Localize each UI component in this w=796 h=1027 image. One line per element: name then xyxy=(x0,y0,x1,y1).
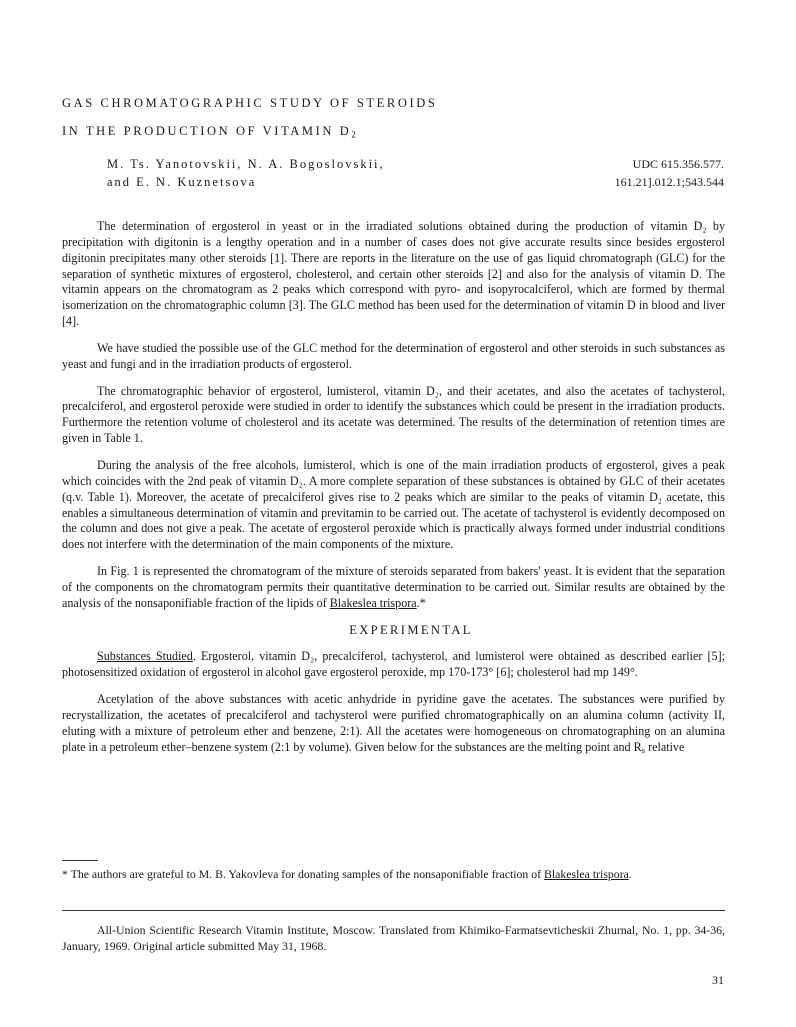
title-subscript: 2 xyxy=(351,129,359,140)
paragraph-figure-1 xyxy=(62,564,725,612)
footnote-marker: .* xyxy=(416,595,426,610)
p6-text: . Ergosterol, vitamin D₂, precalciferol, tachysterol, and lumisterol were obtained as described earlier [5]; photosensitized oxidation of ergosterol in alcohol gave ergosterol peroxide, mp 170-173° [6]; cholesterol had mp 149°. xyxy=(62,649,725,680)
footnote-species: Blakeslea trispora xyxy=(544,867,629,881)
footnote-end: . xyxy=(628,867,632,881)
section-heading-experimental: EXPERIMENTAL xyxy=(349,622,473,637)
p7-end: relative xyxy=(645,739,685,754)
udc-line1: UDC 615.356.577. xyxy=(632,157,724,171)
article-body xyxy=(62,219,725,766)
article-title-line1: GAS CHROMATOGRAPHIC STUDY OF STEROIDS xyxy=(62,96,438,110)
rs-subscript: s xyxy=(641,744,646,755)
p5-text: In Fig. 1 is represented the chromatogram of the mixture of steroids separated from bakers' yeast. It is evident that the separation of the components on the chromatogram permits their quantitative determination to be carried out. Similar results are obtained by the analysis of the nonsaponifiable fraction of the lipids of xyxy=(62,564,725,610)
species-name: Blakeslea trispora xyxy=(329,595,417,610)
paragraph-free-alcohols: During the analysis of the free alcohols, lumisterol, which is one of the main irradiation products of ergosterol, gives a peak which coincides with the 2nd peak of vitamin D₂. A more complete separation of these substances is obtained by GLC of their acetates (q.v. Table 1). Moreover, the acetate of precalciferol gives rise to 2 peaks which are similar to the peaks of vitamin D₂ acetate, this enables a simultaneous determination of vitamin and previtamin to be carried out. The acetate of tachysterol is evidently decomposed on the column and does not give a peak. The acetate of ergosterol peroxide which is practically always formed under industrial conditions does not interfere with the determination of the main components of the mixture. xyxy=(62,457,725,552)
footnote-text: * The authors are grateful to M. B. Yakovleva for donating samples of the nonsaponifiable fraction of xyxy=(62,867,545,881)
paragraph-chromatographic-behavior: The chromatographic behavior of ergosterol, lumisterol, vitamin D₂, and their acetates, and also the acetates of tachysterol, precalciferol, and ergosterol peroxide were studied in order to identify the substances which could be present in the irradiation products. Furthermore the retention volume of cholesterol and its acetate was determined. The results of the determination of retention times are given in Table 1. xyxy=(62,383,725,446)
p7-text: Acetylation of the above substances with acetic anhydride in pyridine gave the acetates. The substances were purified by recrystallization, the acetates of precalciferol and tachysterol were purified chromatographically on an alumina column (activity II, eluting with a mixture of petroleum ether and benzene, 2:1). All the acetates were homogeneous on chromatographing on an alumina plate in a petroleum ether–benzene system (2:1 by volume). Given below for the substances are the melting point and R xyxy=(62,692,725,754)
authors-line2: and E. N. Kuznetsova xyxy=(107,175,257,189)
udc-line2: 161.21].012.1;543.544 xyxy=(614,175,724,189)
affiliation-text: All-Union Scientific Research Vitamin Institute, Moscow. Translated from Khimiko-Farmatsevticheskii Zhurnal, No. 1, pp. 34-36, January, 1969. Original article submitted May 31, 1968. xyxy=(62,923,725,953)
author-list xyxy=(107,155,385,191)
footer-rule xyxy=(62,910,725,911)
article-title-line2 xyxy=(62,124,359,139)
authors-line1: M. Ts. Yanotovskii, N. A. Bogoslovskii, xyxy=(107,157,385,171)
paragraph-substances-studied xyxy=(62,649,725,681)
page-number: 31 xyxy=(712,973,724,987)
paragraph-intro: The determination of ergosterol in yeast or in the irradiated solutions obtained during the production of vitamin D₂ by precipitation with digitonin is a lengthy operation and in a number of cases does not give accurate results since besides ergosterol digitonin precipitates many other steroids [1]. There are reports in the literature on the use of gas liquid chromatograph (GLC) for the separation of synthetic mixtures of ergosterol, cholesterol, and certain other steroids [2] and also for the analysis of vitamin D. The vitamin appears on the chromatogram as 2 peaks which correspond with pyro- and isopyrocalciferol, which are formed by thermal isomerization on the chromatographic column [3]. The GLC method has been used for the determination of vitamin D in blood and liver [4]. xyxy=(62,219,725,329)
paragraph-aim: We have studied the possible use of the GLC method for the determination of ergosterol and other steroids in such substances as yeast and fungi and in the irradiation products of ergosterol. xyxy=(62,340,725,371)
title-line2-text: IN THE PRODUCTION OF VITAMIN D xyxy=(62,124,352,138)
footnote xyxy=(62,866,725,882)
udc-code xyxy=(615,155,724,191)
paragraph-acetylation xyxy=(62,692,725,755)
footnote-rule xyxy=(62,860,98,861)
affiliation-note xyxy=(62,922,725,954)
subheading-substances-studied: Substances Studied xyxy=(97,649,193,664)
